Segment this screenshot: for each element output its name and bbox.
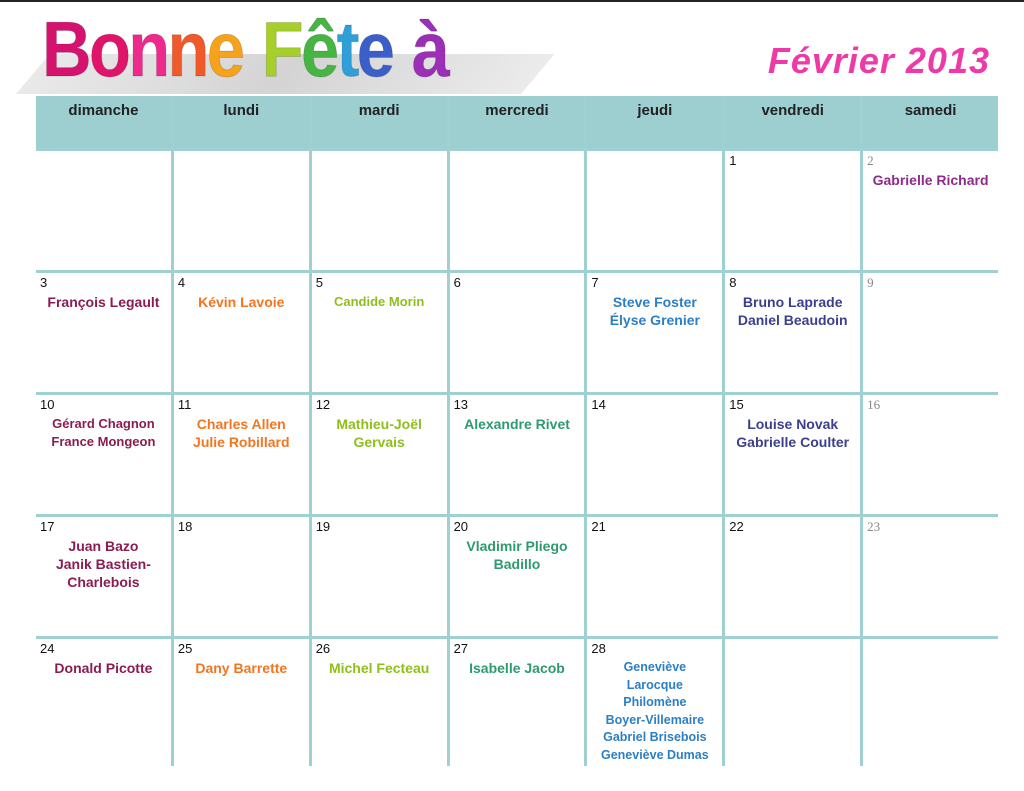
day-number: [40, 153, 168, 169]
celebrant-name: Geneviève: [623, 660, 687, 674]
day-number: 2: [867, 153, 874, 168]
day-number: 20: [453, 519, 469, 534]
day-cell: [312, 517, 447, 636]
title-letter: o: [88, 5, 129, 93]
day-header-samedi: samedi: [863, 96, 998, 148]
name-list: [177, 659, 306, 677]
celebrant-name: Gervais: [353, 434, 405, 450]
day-cell: [174, 639, 309, 766]
day-number: 4: [177, 275, 186, 290]
day-number: [454, 153, 582, 169]
celebrant-name: Philomène: [623, 695, 687, 709]
celebrant-name: Julie Robillard: [193, 434, 290, 450]
month-title: Février 2013: [767, 40, 990, 81]
top-rule: [0, 0, 1024, 2]
day-cell: [312, 273, 447, 392]
celebrant-name: Charlebois: [67, 574, 140, 590]
name-list: [39, 415, 168, 451]
day-cell: [174, 517, 309, 636]
day-cell: [725, 639, 860, 766]
celebrant-name: Dany Barrette: [195, 660, 288, 676]
celebrant-name: Élyse Grenier: [609, 312, 700, 328]
day-cell: [36, 639, 171, 766]
day-cell: [312, 395, 447, 514]
celebrant-name: Michel Fecteau: [328, 660, 430, 676]
bottom-edge: [36, 766, 998, 791]
day-cell: [587, 151, 722, 270]
celebrant-name: Gabrielle Coulter: [736, 434, 850, 450]
name-list: [453, 415, 582, 433]
day-number: 19: [315, 519, 331, 534]
day-number: 21: [591, 519, 606, 534]
day-cell: [36, 517, 171, 636]
name-list: [177, 415, 306, 451]
day-cell: [863, 273, 998, 392]
day-cell: [36, 151, 171, 270]
day-number: 3: [40, 275, 48, 290]
day-number: 23: [867, 519, 881, 534]
celebrant-name: François Legault: [47, 294, 160, 310]
day-cell: [36, 395, 171, 514]
day-header-vendredi: vendredi: [725, 96, 860, 148]
day-number: 26: [315, 641, 331, 656]
celebrant-name: Candide Morin: [333, 294, 425, 309]
day-header-lundi: lundi: [174, 96, 309, 148]
day-cell: [587, 395, 722, 514]
day-number: 27: [453, 641, 469, 656]
day-number: [729, 641, 857, 657]
day-number: 11: [177, 397, 192, 412]
celebrant-name: Donald Picotte: [54, 660, 153, 676]
day-number: 5: [315, 275, 323, 290]
day-number: 6: [453, 275, 461, 290]
title-letter: n: [128, 5, 168, 93]
name-list: [728, 415, 857, 451]
celebrant-name: Kévin Lavoie: [198, 294, 285, 310]
name-list: [39, 537, 168, 591]
day-number: 24: [40, 641, 55, 656]
day-cell: [863, 639, 998, 766]
title-banner: [10, 5, 530, 98]
day-cell: [863, 151, 998, 270]
day-number: 13: [453, 397, 469, 412]
celebrant-name: Janik Bastien-: [55, 556, 151, 572]
celebrant-name: Gabrielle Richard: [872, 172, 989, 188]
title-letter: e: [356, 5, 393, 93]
day-number: 25: [177, 641, 193, 656]
celebrant-name: Bruno Laprade: [742, 294, 843, 310]
name-list: [590, 659, 719, 764]
day-header-mercredi: mercredi: [450, 96, 585, 148]
day-number: [316, 153, 444, 169]
title-letter: e: [206, 5, 243, 93]
day-cell: [587, 273, 722, 392]
name-list: [866, 171, 995, 189]
title-letter: n: [167, 5, 207, 93]
title-letter: B: [42, 5, 89, 93]
celebrant-name: Isabelle Jacob: [469, 660, 565, 676]
day-cell: [725, 151, 860, 270]
name-list: [590, 293, 719, 329]
celebrant-name: Juan Bazo: [68, 538, 139, 554]
name-list: [453, 537, 582, 573]
name-list: [39, 293, 168, 311]
day-number: 16: [867, 397, 881, 412]
page-title: [42, 4, 447, 95]
day-number: [178, 153, 306, 169]
day-cell: [725, 395, 860, 514]
day-header-dimanche: dimanche: [36, 96, 171, 148]
celebrant-name: France Mongeon: [51, 434, 156, 449]
day-cell: [174, 273, 309, 392]
celebrant-name: Gérard Chagnon: [52, 416, 155, 431]
title-letter: F: [261, 5, 302, 93]
name-list: [315, 293, 444, 311]
celebrant-name: Geneviève Dumas: [601, 747, 709, 762]
name-list: [177, 293, 306, 311]
day-cell: [174, 395, 309, 514]
day-number: 10: [40, 397, 55, 412]
day-cell: [587, 517, 722, 636]
name-list: [728, 293, 857, 329]
name-list: [39, 659, 168, 677]
day-cell: [863, 517, 998, 636]
day-number: 17: [40, 519, 55, 534]
celebrant-name: Daniel Beaudoin: [737, 312, 848, 328]
title-letter: à: [411, 5, 448, 93]
celebrant-name: Vladimir Pliego: [466, 538, 568, 554]
day-number: 18: [177, 519, 193, 534]
day-cell: [725, 517, 860, 636]
day-cell: [174, 151, 309, 270]
celebrant-name: Larocque: [626, 677, 683, 692]
day-header-jeudi: jeudi: [587, 96, 722, 148]
day-cell: [450, 517, 585, 636]
day-cell: [450, 151, 585, 270]
celebrant-name: Boyer-Villemaire: [605, 712, 705, 727]
day-cell: [725, 273, 860, 392]
day-number: 12: [315, 397, 331, 412]
day-number: 8: [729, 275, 737, 290]
day-cell: [863, 395, 998, 514]
name-list: [315, 659, 444, 677]
celebrant-name: Alexandre Rivet: [464, 416, 570, 432]
day-number: 22: [729, 519, 744, 534]
day-cell: [312, 151, 447, 270]
day-number: [867, 641, 995, 657]
title-letter: ê: [301, 5, 337, 93]
celebrant-name: Mathieu-Joël: [336, 416, 422, 432]
day-header-mardi: mardi: [312, 96, 447, 148]
celebrant-name: Badillo: [493, 556, 541, 572]
day-cell: [587, 639, 722, 766]
celebrant-name: Charles Allen: [196, 416, 286, 432]
day-cell: [312, 639, 447, 766]
calendar-grid: [36, 96, 998, 766]
day-number: 1: [729, 153, 737, 168]
day-cell: [36, 273, 171, 392]
day-cell: [450, 395, 585, 514]
celebrant-name: Steve Foster: [612, 294, 697, 310]
day-number: 14: [591, 397, 606, 412]
name-list: [453, 659, 582, 677]
day-number: 28: [591, 641, 606, 656]
day-number: 9: [867, 275, 874, 290]
celebrant-name: Gabriel Brisebois: [603, 730, 707, 744]
day-number: [591, 153, 719, 169]
title-letter: t: [336, 5, 357, 93]
name-list: [315, 415, 444, 451]
day-cell: [450, 273, 585, 392]
day-number: 7: [591, 275, 599, 290]
day-cell: [450, 639, 585, 766]
day-number: 15: [729, 397, 744, 412]
celebrant-name: Louise Novak: [747, 416, 839, 432]
